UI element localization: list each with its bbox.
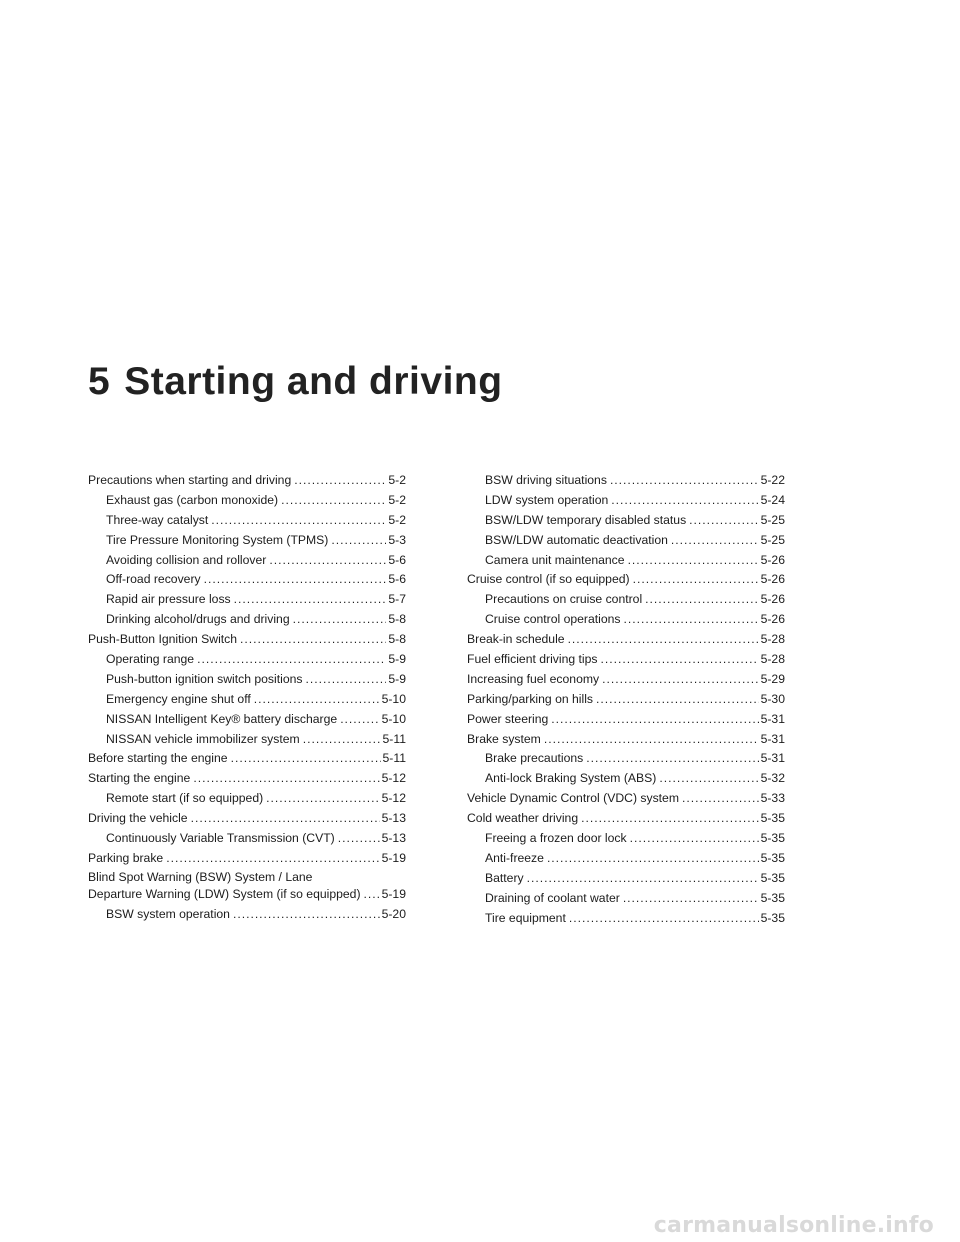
toc-entry-label: Drinking alcohol/drugs and driving: [106, 612, 290, 627]
toc-entry-label: Remote start (if so equipped): [106, 791, 264, 806]
toc-entry[interactable]: [88, 690, 406, 710]
toc-entry-label: Precautions on cruise control: [485, 592, 643, 607]
toc-entry-page: 5-20: [381, 906, 406, 921]
toc-dot-leader: [569, 909, 759, 929]
toc-entry-page: 5-8: [388, 612, 406, 627]
toc-entry-page: 5-10: [381, 691, 406, 706]
toc-entry-label: Camera unit maintenance: [485, 552, 625, 567]
toc-entry-label: Power steering: [467, 711, 549, 726]
toc-entry-label: NISSAN vehicle immobilizer system: [106, 731, 300, 746]
toc-entry-page: 5-2: [388, 473, 406, 487]
toc-entry-page: 5-35: [760, 831, 785, 846]
toc-entry-label: Driving the vehicle: [88, 811, 188, 826]
toc-entry[interactable]: [467, 670, 785, 690]
toc-dot-leader: [586, 749, 758, 769]
toc-entry[interactable]: [88, 471, 406, 491]
toc-entry-label: Blind Spot Warning (BSW) System / Lane: [88, 869, 313, 884]
toc-entry[interactable]: [88, 670, 406, 690]
toc-dot-leader: [527, 869, 759, 889]
toc-dot-leader: [231, 749, 381, 769]
toc-dot-leader: [197, 650, 386, 670]
toc-entry-page: 5-6: [388, 572, 406, 587]
toc-entry[interactable]: [467, 889, 785, 909]
toc-entry[interactable]: [467, 531, 785, 551]
toc-dot-leader: [331, 531, 386, 551]
toc-dot-leader: [364, 885, 380, 905]
toc-entry-label: BSW/LDW automatic deactivation: [485, 532, 668, 547]
toc-entry-label: Cruise control operations: [485, 612, 621, 627]
toc-entry-page: 5-28: [760, 652, 785, 667]
toc-entry-page: 5-26: [760, 592, 785, 607]
toc-entry-label: Increasing fuel economy: [467, 671, 600, 686]
watermark-text: carmanualsonline.info: [653, 1213, 934, 1238]
toc-entry-label: BSW system operation: [106, 906, 230, 921]
toc-entry[interactable]: [88, 789, 406, 809]
toc-entry[interactable]: [467, 730, 785, 750]
toc-entry-page: 5-35: [760, 890, 785, 905]
toc-entry-label: Parking/parking on hills: [467, 691, 594, 706]
toc-dot-leader: [303, 730, 381, 750]
toc-entry-page: 5-30: [760, 691, 785, 706]
toc-entry-label: Starting the engine: [88, 771, 191, 786]
toc-entry-label: LDW system operation: [485, 492, 609, 507]
toc-dot-leader: [568, 630, 759, 650]
toc-entry-page: 5-9: [388, 671, 406, 686]
toc-entry-label: Emergency engine shut off: [106, 691, 251, 706]
toc-dot-leader: [193, 769, 379, 789]
toc-entry-page: 5-26: [760, 612, 785, 627]
toc-entry[interactable]: [88, 570, 406, 590]
toc-dot-leader: [671, 531, 759, 551]
toc-entry-page: 5-7: [388, 592, 406, 607]
toc-dot-leader: [551, 710, 758, 730]
toc-entry-label: Before starting the engine: [88, 751, 228, 766]
toc-entry[interactable]: [467, 849, 785, 869]
toc-entry-page: 5-32: [760, 771, 785, 786]
toc-dot-leader: [689, 511, 758, 531]
toc-entry-label: Cruise control (if so equipped): [467, 572, 630, 587]
toc-entry-page: 5-8: [388, 632, 406, 647]
toc-dot-leader: [547, 849, 759, 869]
toc-dot-leader: [340, 710, 379, 730]
toc-entry-page: 5-35: [760, 850, 785, 865]
toc-entry-page: 5-24: [760, 492, 785, 507]
toc-entry[interactable]: [88, 590, 406, 610]
toc-dot-leader: [281, 491, 386, 511]
toc-dot-leader: [610, 471, 759, 491]
toc-entry-label: BSW driving situations: [485, 473, 607, 487]
toc-entry-label: Cold weather driving: [467, 811, 579, 826]
toc-entry-label: Draining of coolant water: [485, 890, 620, 905]
toc-entry-label: Brake precautions: [485, 751, 584, 766]
toc-entry[interactable]: [88, 849, 406, 869]
toc-entry[interactable]: [88, 905, 406, 925]
toc-entry[interactable]: [88, 551, 406, 571]
toc-entry-page: 5-9: [388, 652, 406, 667]
toc-entry-page: 5-3: [388, 532, 406, 547]
toc-entry[interactable]: [88, 829, 406, 849]
toc-entry[interactable]: [88, 511, 406, 531]
toc-entry-label: Rapid air pressure loss: [106, 592, 231, 607]
toc-right-column: [467, 471, 785, 928]
toc-entry[interactable]: [467, 630, 785, 650]
toc-entry-label: Operating range: [106, 652, 195, 667]
toc-entry[interactable]: [88, 769, 406, 789]
toc-entry-label: NISSAN Intelligent Key® battery discharge: [106, 711, 338, 726]
toc-entry-page: 5-12: [381, 791, 406, 806]
toc-entry[interactable]: [467, 551, 785, 571]
toc-dot-leader: [645, 590, 758, 610]
toc-entry[interactable]: [467, 650, 785, 670]
toc-dot-leader: [240, 630, 386, 650]
toc-entry-label: Parking brake: [88, 850, 164, 865]
toc-entry-label: Precautions when starting and driving: [88, 473, 292, 487]
toc-entry-label: Break-in schedule: [467, 632, 565, 647]
toc-entry[interactable]: [467, 610, 785, 630]
toc-entry-label: Battery: [485, 870, 524, 885]
toc-entry[interactable]: [88, 531, 406, 551]
toc-entry[interactable]: [88, 730, 406, 750]
toc-dot-leader: [211, 511, 386, 531]
toc-dot-leader: [682, 789, 759, 809]
toc-entry-label: Push-button ignition switch positions: [106, 671, 303, 686]
toc-entry[interactable]: [467, 590, 785, 610]
toc-dot-leader: [633, 570, 759, 590]
toc-entry-label: Anti-lock Braking System (ABS): [485, 771, 657, 786]
toc-entry-label: Continuously Variable Transmission (CVT): [106, 831, 335, 846]
toc-entry-label: Exhaust gas (carbon monoxide): [106, 492, 279, 507]
toc-entry-label: BSW/LDW temporary disabled status: [485, 512, 687, 527]
toc-dot-leader: [544, 730, 759, 750]
chapter-title-text: Starting and driving: [124, 360, 503, 403]
toc-entry-page: 5-35: [760, 870, 785, 885]
toc-entry-label: Tire equipment: [485, 910, 566, 925]
toc-dot-leader: [659, 769, 758, 789]
toc-entry[interactable]: [88, 809, 406, 829]
toc-dot-leader: [266, 789, 379, 809]
toc-entry-page: 5-12: [381, 771, 406, 786]
toc-entry-label: Avoiding collision and rollover: [106, 552, 267, 567]
toc-dot-leader: [233, 905, 380, 925]
toc-dot-leader: [602, 670, 758, 690]
toc-entry-page: 5-6: [388, 552, 406, 567]
toc-dot-leader: [294, 471, 386, 491]
toc-entry-label: Tire Pressure Monitoring System (TPMS): [106, 532, 329, 547]
toc-entry-page: 5-19: [381, 850, 406, 865]
toc-entry[interactable]: [88, 610, 406, 630]
toc-entry[interactable]: [467, 829, 785, 849]
toc-entry-label: Anti-freeze: [485, 850, 544, 865]
toc-entry-label: Departure Warning (LDW) System (if so equipped): [88, 886, 361, 901]
toc-entry-page: 5-31: [760, 731, 785, 746]
toc-entry-page: 5-25: [760, 532, 785, 547]
toc-dot-leader: [269, 551, 386, 571]
toc-dot-leader: [581, 809, 758, 829]
toc-entry[interactable]: [467, 491, 785, 511]
toc-dot-leader: [234, 590, 387, 610]
toc-entry[interactable]: [88, 749, 406, 769]
toc-entry-page: 5-11: [382, 751, 406, 766]
toc-entry[interactable]: [88, 630, 406, 650]
chapter-title: [88, 360, 503, 404]
toc-entry-page: 5-2: [388, 492, 406, 507]
toc-entry[interactable]: [88, 710, 406, 730]
toc-entry-page: 5-11: [382, 731, 406, 746]
toc-entry[interactable]: [467, 570, 785, 590]
toc-entry-label: Fuel efficient driving tips: [467, 652, 598, 667]
toc-entry-page: 5-35: [760, 811, 785, 826]
toc-entry-page: 5-26: [760, 572, 785, 587]
toc-entry[interactable]: [467, 809, 785, 829]
toc-entry-page: 5-10: [381, 711, 406, 726]
toc-dot-leader: [611, 491, 758, 511]
toc-entry-page: 5-13: [381, 811, 406, 826]
toc-entry[interactable]: [467, 710, 785, 730]
toc-dot-leader: [293, 610, 387, 630]
toc-entry-page: 5-2: [388, 512, 406, 527]
toc-entry[interactable]: [467, 690, 785, 710]
toc-entry-label: Three-way catalyst: [106, 512, 209, 527]
toc-entry-page: 5-26: [760, 552, 785, 567]
toc-entry-page: 5-22: [760, 473, 785, 487]
toc-entry-label: Push-Button Ignition Switch: [88, 632, 238, 647]
toc-dot-leader: [166, 849, 379, 869]
toc-entry-label: Freeing a frozen door lock: [485, 831, 627, 846]
toc-entry[interactable]: [88, 650, 406, 670]
chapter-number: 5: [88, 360, 111, 403]
toc-entry-label: Brake system: [467, 731, 541, 746]
toc-entry[interactable]: [467, 749, 785, 769]
toc-dot-leader: [630, 829, 759, 849]
toc-dot-leader: [623, 889, 759, 909]
toc-dot-leader: [624, 610, 759, 630]
toc-dot-leader: [254, 690, 380, 710]
toc-entry-page: 5-35: [760, 910, 785, 925]
toc-entry[interactable]: [467, 869, 785, 889]
toc-entry[interactable]: [467, 511, 785, 531]
toc-entry[interactable]: [88, 491, 406, 511]
toc-entry-page: 5-31: [760, 711, 785, 726]
toc-dot-leader: [338, 829, 380, 849]
toc-entry[interactable]: [467, 909, 785, 929]
toc-dot-leader: [628, 551, 759, 571]
toc-entry[interactable]: [467, 789, 785, 809]
toc-entry-page: 5-31: [760, 751, 785, 766]
toc-entry-page: 5-28: [760, 632, 785, 647]
toc-entry-label: Vehicle Dynamic Control (VDC) system: [467, 791, 679, 806]
toc-entry[interactable]: [88, 869, 406, 885]
toc-entry-page: 5-25: [760, 512, 785, 527]
toc-dot-leader: [596, 690, 759, 710]
toc-dot-leader: [204, 570, 387, 590]
toc-dot-leader: [601, 650, 759, 670]
toc-entry-page: 5-29: [760, 671, 785, 686]
toc-entry-page: 5-33: [760, 791, 785, 806]
toc-left-column: [88, 471, 406, 925]
toc-entry-page: 5-13: [381, 831, 406, 846]
toc-entry[interactable]: [467, 769, 785, 789]
toc-entry-page: 5-19: [381, 886, 406, 901]
toc-dot-leader: [191, 809, 380, 829]
toc-entry[interactable]: [467, 471, 785, 491]
toc-dot-leader: [305, 670, 386, 690]
toc-entry[interactable]: [88, 885, 406, 905]
toc-entry-label: Off-road recovery: [106, 572, 201, 587]
